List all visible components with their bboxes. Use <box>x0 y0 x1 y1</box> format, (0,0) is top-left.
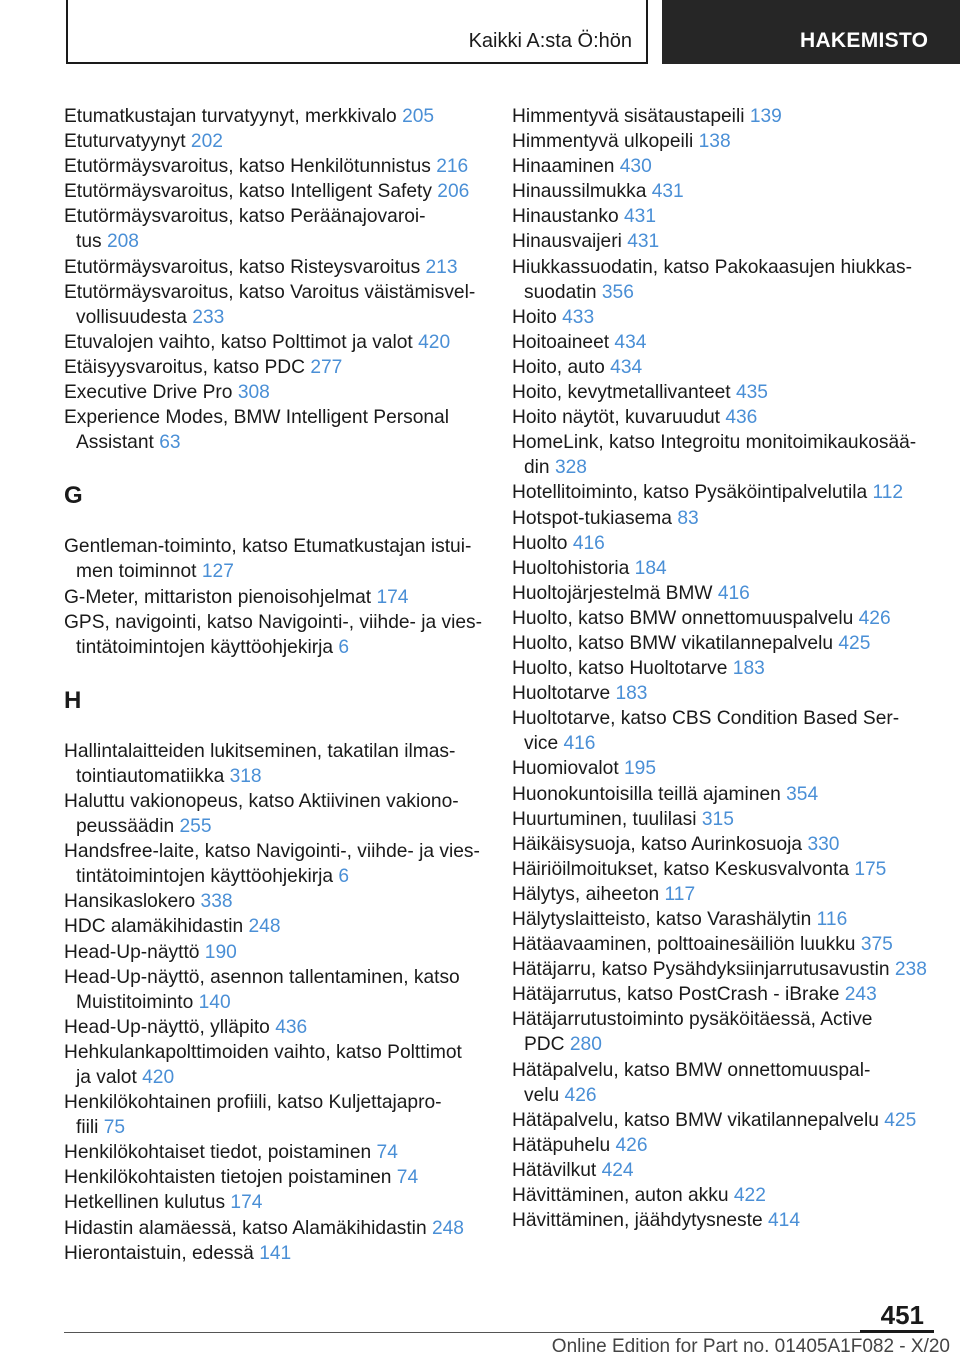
page-reference-link[interactable]: 354 <box>786 783 819 805</box>
page-reference-link[interactable]: 208 <box>106 231 139 253</box>
index-entry-text: Huoltohistoria <box>512 557 630 579</box>
page-reference-link[interactable]: 6 <box>338 636 350 658</box>
index-entry <box>64 1241 489 1266</box>
index-entry-text: Hehkulankapolttimoiden vaihto, katso Polttimot <box>64 1041 462 1063</box>
page-reference-link[interactable]: 375 <box>860 934 893 956</box>
index-entry <box>64 585 489 610</box>
page-reference-link[interactable]: 233 <box>192 306 225 328</box>
index-entry-text: Huoltotarve <box>512 683 611 705</box>
index-entry-text: Muistitoiminto <box>76 991 194 1013</box>
index-entry <box>64 355 489 380</box>
page-reference-link[interactable]: 434 <box>614 331 647 353</box>
page-reference-link[interactable]: 174 <box>376 586 409 608</box>
index-entry-text: Hinaaminen <box>512 156 615 178</box>
page-reference-link[interactable]: 248 <box>248 916 281 938</box>
index-entry-text: tintätoimintojen käyttöohjekirja <box>76 636 334 658</box>
index-entry-text: Hätäpalvelu, katso BMW vikatilannepalvelu <box>512 1109 879 1131</box>
index-entry <box>64 405 489 455</box>
page-reference-link[interactable]: 183 <box>732 658 765 680</box>
page-reference-link[interactable]: 431 <box>651 181 684 203</box>
index-column-right <box>512 104 930 1233</box>
page-reference-link[interactable]: 83 <box>677 507 699 529</box>
index-entry-text: Huomiovalot <box>512 758 619 780</box>
edition-text: Online Edition for Part no. 01405A1F082 - X/20 <box>551 1336 950 1357</box>
index-entry <box>64 204 489 254</box>
index-entry-text: Henkilökohtainen profiili, katso Kuljettajapro- <box>64 1092 442 1114</box>
page-reference-link[interactable]: 206 <box>437 181 470 203</box>
page-reference-link[interactable]: 195 <box>624 758 657 780</box>
index-entry-text: Hidastin alamäessä, katso Alamäkihidastin <box>64 1217 427 1239</box>
index-entry-text: Hoito näytöt, kuvaruudut <box>512 407 720 429</box>
index-entry <box>64 1140 489 1165</box>
page-reference-link[interactable]: 420 <box>142 1067 175 1088</box>
index-entry-text: Assistant <box>76 432 154 454</box>
index-entry <box>64 1165 489 1190</box>
index-entry-text: Gentleman-toiminto, katso Etumatkustajan istui- <box>64 536 472 558</box>
index-entry <box>512 1183 930 1208</box>
index-entry-text: Handsfree-laite, katso Navigointi-, viihde- ja vies- <box>64 841 480 863</box>
index-entry <box>512 832 930 857</box>
index-entry-text: Hälytyslaitteisto, katso Varashälytin <box>512 909 812 930</box>
index-entry <box>64 534 489 584</box>
index-entry <box>512 1108 930 1133</box>
page-reference-link[interactable]: 248 <box>431 1217 464 1239</box>
index-entry-text: PDC <box>524 1034 565 1056</box>
index-entry-text: Head-Up-näyttö <box>64 941 200 963</box>
page-reference-link[interactable]: 238 <box>894 959 927 981</box>
page-reference-link[interactable]: 216 <box>436 156 469 178</box>
index-entry <box>64 129 489 154</box>
index-entry-text: Hätäpuhelu <box>512 1134 611 1156</box>
page-number: 451 <box>880 1300 924 1330</box>
page-reference-link[interactable]: 112 <box>872 482 904 504</box>
page-reference-link[interactable]: 425 <box>884 1109 917 1131</box>
index-entry <box>64 280 489 330</box>
index-entry <box>512 1133 930 1158</box>
page-reference-link[interactable]: 184 <box>634 557 667 579</box>
index-entry-text: suodatin <box>524 281 597 303</box>
page-reference-link[interactable]: 338 <box>200 891 233 913</box>
page-reference-link[interactable]: 190 <box>204 941 237 963</box>
index-entry <box>64 1090 489 1140</box>
page-reference-link[interactable]: 63 <box>159 432 181 454</box>
index-entry <box>512 1208 930 1233</box>
page-reference-link[interactable]: 243 <box>844 984 877 1006</box>
index-entry <box>512 807 930 832</box>
index-entry <box>512 681 930 706</box>
page-reference-link[interactable]: 356 <box>601 281 634 303</box>
index-entry-text: Etumatkustajan turvatyynyt, merkkivalo <box>64 106 397 127</box>
chapter-tab[interactable] <box>662 0 960 64</box>
index-entry-text: tus <box>76 231 102 253</box>
page-reference-link[interactable]: 138 <box>698 131 731 153</box>
page-reference-link[interactable]: 140 <box>198 991 231 1013</box>
index-entry <box>64 330 489 355</box>
index-entry <box>64 1015 489 1040</box>
index-entry-text: Hoito, kevytmetallivanteet <box>512 382 731 404</box>
page-reference-link[interactable]: 174 <box>230 1192 263 1214</box>
index-entry-text: ja valot <box>76 1067 137 1088</box>
page-reference-link[interactable]: 280 <box>569 1034 602 1056</box>
index-entry <box>512 129 930 154</box>
index-entry <box>512 380 930 405</box>
index-entry <box>512 104 930 129</box>
index-entry <box>512 255 930 305</box>
index-entry-text: Hätäjarru, katso Pysähdyksiinjarrutusavustin <box>512 959 890 981</box>
index-entry-text: Hallintalaitteiden lukitseminen, takatilan ilmas- <box>64 740 456 762</box>
index-entry-text: Huolto, katso BMW onnettomuuspalvelu <box>512 607 854 629</box>
index-entry-text: Huolto <box>512 532 568 554</box>
page-reference-link[interactable]: 431 <box>624 206 657 228</box>
index-entry-text: Hätäjarrutustoiminto pysäköitäessä, Active <box>512 1009 873 1031</box>
index-entry-text: Hävittäminen, jäähdytysneste <box>512 1210 763 1232</box>
page-reference-link[interactable]: 426 <box>858 607 891 629</box>
index-entry <box>512 305 930 330</box>
index-entry <box>512 179 930 204</box>
index-entry-text: Häikäisysuoja, katso Aurinkosuoja <box>512 833 803 855</box>
page-reference-link[interactable]: 6 <box>338 866 350 888</box>
index-entry-text: Hoito, auto <box>512 356 605 378</box>
index-entry <box>512 480 930 505</box>
page-reference-link[interactable]: 330 <box>807 833 840 855</box>
index-entry-text: Hinaustanko <box>512 206 619 228</box>
page-reference-link[interactable]: 74 <box>376 1142 398 1164</box>
index-entry-text: Huolto, katso Huoltotarve <box>512 658 728 680</box>
page-reference-link[interactable]: 416 <box>563 733 596 755</box>
index-entry <box>512 982 930 1007</box>
index-entry <box>512 204 930 229</box>
index-entry-text: Experience Modes, BMW Intelligent Personal <box>64 407 449 429</box>
page-reference-link[interactable]: 414 <box>767 1210 800 1232</box>
index-entry <box>64 179 489 204</box>
index-entry <box>64 965 489 1015</box>
page-reference-link[interactable]: 74 <box>396 1167 419 1189</box>
index-entry-text: Etutörmäysvaroitus, katso Henkilötunnistus <box>64 156 431 178</box>
page-reference-link[interactable]: 416 <box>717 582 750 604</box>
index-entry-text: Huonokuntoisilla teillä ajaminen <box>512 783 781 805</box>
page-reference-link[interactable]: 318 <box>229 765 262 787</box>
index-entry <box>512 957 930 982</box>
index-entry-text: men toiminnot <box>76 561 197 583</box>
index-entry <box>512 882 930 907</box>
page-reference-link[interactable]: 175 <box>854 858 887 880</box>
index-entry <box>512 606 930 631</box>
page-reference-link[interactable]: 416 <box>572 532 605 554</box>
index-entry-text: Hetkellinen kulutus <box>64 1192 226 1214</box>
index-entry-text: peussäädin <box>76 816 175 838</box>
footer-divider-accent <box>860 1330 934 1333</box>
page-reference-link[interactable]: 426 <box>564 1084 597 1106</box>
index-entry <box>512 229 930 254</box>
index-entry <box>64 1190 489 1215</box>
index-entry <box>64 739 489 789</box>
index-entry <box>64 1216 489 1241</box>
index-entry-text: Hätäjarrutus, katso PostCrash - iBrake <box>512 984 840 1006</box>
index-entry <box>512 932 930 957</box>
index-entry-text: Huoltojärjestelmä BMW <box>512 582 713 604</box>
index-entry-text: Hätäpalvelu, katso BMW onnettomuuspal- <box>512 1059 871 1081</box>
page-reference-link[interactable]: 430 <box>619 156 652 178</box>
index-entry-text: Hävittäminen, auton akku <box>512 1185 729 1207</box>
index-entry-text: Head-Up-näyttö, ylläpito <box>64 1016 270 1038</box>
header-section-box <box>66 0 648 64</box>
index-entry <box>512 330 930 355</box>
page-reference-link[interactable]: 202 <box>190 131 223 153</box>
index-entry-text: Hinaussilmukka <box>512 181 647 203</box>
page-reference-link[interactable]: 213 <box>425 256 458 278</box>
index-entry-text: Etuturvatyynyt <box>64 131 186 153</box>
page-reference-link[interactable]: 315 <box>701 808 734 830</box>
index-entry <box>512 631 930 656</box>
index-entry-text: Himmentyvä sisätaustapeili <box>512 106 745 127</box>
page-reference-link[interactable]: 277 <box>310 356 343 378</box>
index-entry <box>512 430 930 480</box>
index-entry <box>64 889 489 914</box>
index-entry-text: Hierontaistuin, edessä <box>64 1242 254 1264</box>
index-entry-text: Etutörmäysvaroitus, katso Varoitus väistämisvel- <box>64 281 476 303</box>
index-entry-text: Haluttu vakionopeus, katso Aktiivinen vakiono- <box>64 790 459 812</box>
index-entry <box>64 104 489 129</box>
index-entry <box>512 1158 930 1183</box>
index-entry-text: vollisuudesta <box>76 306 187 328</box>
index-entry <box>512 907 930 932</box>
page-reference-link[interactable]: 420 <box>418 331 451 353</box>
index-entry-text: Häiriöilmoitukset, katso Keskusvalvonta <box>512 858 849 880</box>
index-entry <box>64 610 489 660</box>
page-reference-link[interactable]: 117 <box>664 883 696 905</box>
index-entry-text: Hätävilkut <box>512 1159 597 1181</box>
page-reference-link[interactable]: 433 <box>562 306 595 328</box>
page-reference-link[interactable]: 255 <box>179 816 212 838</box>
page-reference-link[interactable]: 431 <box>627 231 660 253</box>
page-reference-link[interactable]: 141 <box>259 1242 292 1264</box>
index-entry <box>512 506 930 531</box>
page-reference-link[interactable]: 435 <box>735 382 768 404</box>
page-reference-link[interactable]: 116 <box>816 909 848 930</box>
index-entry <box>512 1007 930 1057</box>
index-entry <box>512 556 930 581</box>
index-entry-text: Henkilökohtaiset tiedot, poistaminen <box>64 1142 372 1164</box>
index-entry-text: Huoltotarve, katso CBS Condition Based Ser- <box>512 708 900 730</box>
index-entry <box>512 581 930 606</box>
index-entry-text: Etutörmäysvaroitus, katso Risteysvaroitus <box>64 256 421 278</box>
index-entry <box>512 656 930 681</box>
index-entry-text: G-Meter, mittariston pienoisohjelmat <box>64 586 372 608</box>
index-entry-text: HomeLink, katso Integroitu monitoimikaukosää- <box>512 432 917 454</box>
index-entry-text: Himmentyvä ulkopeili <box>512 131 694 153</box>
index-column-left <box>64 104 489 1266</box>
page-reference-link[interactable]: 127 <box>201 561 234 583</box>
page-reference-link[interactable]: 436 <box>725 407 758 429</box>
index-letter-heading: H <box>64 686 82 714</box>
page-reference-link[interactable]: 75 <box>103 1117 126 1139</box>
index-entry <box>512 782 930 807</box>
index-entry-text: Hälytys, aiheeton <box>512 883 660 905</box>
index-entry-text: Hotspot-tukiasema <box>512 507 672 529</box>
index-entry <box>512 154 930 179</box>
index-entry <box>64 839 489 889</box>
page-reference-link[interactable]: 328 <box>554 457 587 479</box>
index-entry-text: Hoitoaineet <box>512 331 610 353</box>
index-entry <box>512 756 930 781</box>
page-reference-link[interactable]: 426 <box>615 1134 648 1156</box>
index-entry-text: Etutörmäysvaroitus, katso Intelligent Safety <box>64 181 432 203</box>
index-entry <box>512 1058 930 1108</box>
index-entry <box>64 255 489 280</box>
index-entry-text: Etutörmäysvaroitus, katso Peräänajovaroi- <box>64 206 426 228</box>
index-entry-text: Head-Up-näyttö, asennon tallentaminen, katso <box>64 966 460 988</box>
index-entry-text: Hinausvaijeri <box>512 231 622 253</box>
index-entry <box>512 857 930 882</box>
index-entry <box>64 789 489 839</box>
index-entry <box>512 706 930 756</box>
index-entry-text: HDC alamäkihidastin <box>64 916 244 938</box>
index-entry-text: velu <box>524 1084 560 1106</box>
index-entry <box>64 1040 489 1090</box>
page-reference-link[interactable]: 436 <box>275 1016 308 1038</box>
index-entry-text: vice <box>524 733 559 755</box>
page-reference-link[interactable]: 183 <box>615 683 648 705</box>
index-entry-text: Huolto, katso BMW vikatilannepalvelu <box>512 632 834 654</box>
page-reference-link[interactable]: 425 <box>838 632 871 654</box>
page-reference-link[interactable]: 308 <box>237 382 270 404</box>
index-entry <box>64 914 489 939</box>
page-reference-link[interactable]: 422 <box>733 1185 766 1207</box>
section-title: Kaikki A:sta Ö:hön <box>468 30 632 52</box>
index-entry-text: Etäisyysvaroitus, katso PDC <box>64 356 305 378</box>
index-entry-text: Hansikaslokero <box>64 891 196 913</box>
index-entry-text: Hoito <box>512 306 557 328</box>
index-entry-text: Hotellitoiminto, katso Pysäköintipalvelutila <box>512 482 868 504</box>
index-entry-text: Hätäavaaminen, polttoainesäiliön luukku <box>512 934 856 956</box>
index-entry <box>512 531 930 556</box>
footer-divider <box>64 1332 860 1333</box>
index-entry-text: Hiukkassuodatin, katso Pakokaasujen hiukkas- <box>512 256 912 278</box>
index-entry-text: GPS, navigointi, katso Navigointi-, viihde- ja vies- <box>64 611 483 633</box>
index-entry <box>512 355 930 380</box>
chapter-tab-label: HAKEMISTO <box>800 29 929 52</box>
index-entry-text: Huurtuminen, tuulilasi <box>512 808 697 830</box>
index-entry-text: tintätoimintojen käyttöohjekirja <box>76 866 334 888</box>
page-reference-link[interactable]: 139 <box>749 106 782 127</box>
index-entry <box>64 940 489 965</box>
index-entry <box>512 405 930 430</box>
index-entry <box>64 154 489 179</box>
index-entry-text: Executive Drive Pro <box>64 382 233 404</box>
index-entry-text: din <box>524 457 550 479</box>
index-entry-text: tointiautomatiikka <box>76 765 225 787</box>
index-letter-heading: G <box>64 482 83 510</box>
page-reference-link[interactable]: 424 <box>601 1159 634 1181</box>
index-entry-text: fiili <box>76 1117 99 1139</box>
page-reference-link[interactable]: 434 <box>610 356 643 378</box>
page-reference-link[interactable]: 205 <box>402 106 435 127</box>
index-entry-text: Etuvalojen vaihto, katso Polttimot ja valot <box>64 331 413 353</box>
index-entry <box>64 380 489 405</box>
index-entry-text: Henkilökohtaisten tietojen poistaminen <box>64 1167 392 1189</box>
